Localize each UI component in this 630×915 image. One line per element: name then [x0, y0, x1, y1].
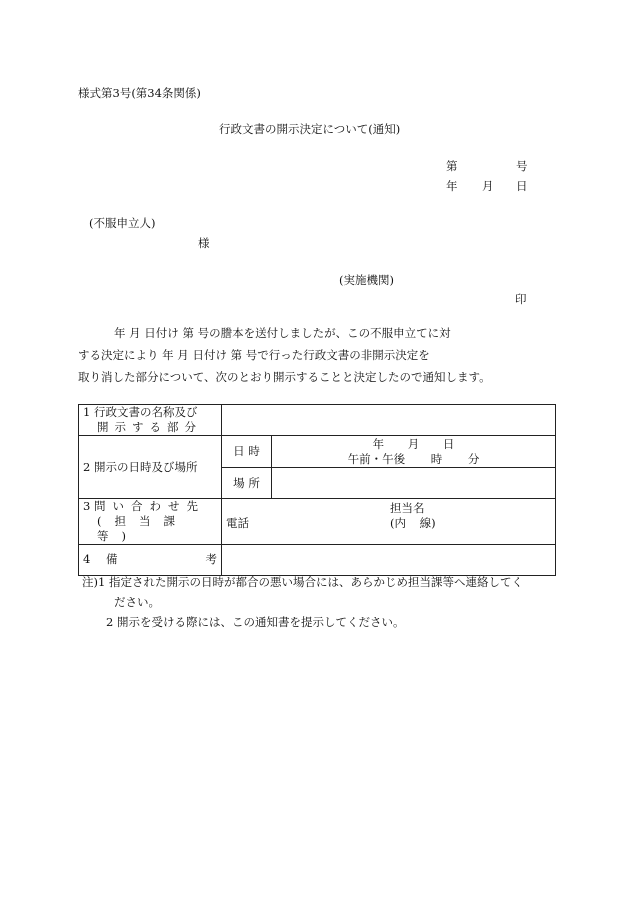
- recipient-honorific: 様: [198, 236, 210, 250]
- recipient-label: (不服申立人): [89, 216, 156, 230]
- body-paragraph: [78, 322, 556, 388]
- contact-person: 担当名: [390, 501, 425, 515]
- place-label: 場 所: [222, 468, 272, 499]
- table-row: [79, 436, 556, 468]
- row1-label-line-b: 開示する部分: [97, 420, 202, 434]
- row4-label-cell: [79, 544, 305, 575]
- remarks-label: 備考: [106, 552, 305, 567]
- row4-label: 4 備考: [83, 552, 305, 567]
- row1-value-cell[interactable]: [222, 405, 556, 436]
- contact-extension: (内 線): [390, 516, 436, 530]
- datetime-value-cell[interactable]: [272, 436, 556, 468]
- note-1-line-a: 注)1 指定された開示の日時が都合の悪い場合には、あらかじめ担当課等へ連絡してく: [82, 575, 523, 589]
- date-day: 日: [516, 179, 528, 193]
- disclosure-table: [78, 404, 556, 576]
- doc-number-go: 号: [516, 159, 528, 173]
- date-line: 年 月 日: [372, 436, 455, 451]
- date-year: 年: [446, 179, 458, 193]
- row1-label-line-a: 1 行政文書の名称及び: [83, 405, 198, 420]
- body-line-2: する決定により 年 月 日付け 第 号で行った行政文書の非開示決定を: [78, 348, 430, 362]
- contact-phone: 電話: [226, 516, 249, 530]
- place-value-cell[interactable]: [272, 468, 556, 499]
- date-month: 月: [482, 179, 494, 193]
- table-row: [79, 499, 556, 545]
- document-title: 行政文書の開示決定について(通知): [219, 122, 401, 136]
- seal-mark: 印: [515, 292, 527, 306]
- table-row: [79, 544, 556, 575]
- note-1-line-b: ださい。: [114, 595, 160, 609]
- row3-label-cell: [79, 499, 222, 545]
- note-2: 2 開示を受ける際には、この通知書を提示してください。: [106, 615, 405, 629]
- body-line-3: 取り消した部分について、次のとおり開示することと決定したので通知します。: [78, 370, 491, 384]
- table-row: [79, 405, 556, 436]
- doc-number-dai: 第: [446, 159, 458, 173]
- contact-cell[interactable]: [222, 499, 556, 545]
- time-line: 午前・午後 時 分: [347, 451, 480, 466]
- row1-label-cell: [79, 405, 222, 436]
- issuer-label: (実施機関): [339, 273, 394, 287]
- notes: [82, 572, 523, 632]
- row2-label-cell: 2 開示の日時及び場所: [79, 436, 222, 499]
- row3-label-line-a: 3 問い合わせ先: [83, 499, 205, 513]
- row3-label-line-b: (担当課等): [97, 513, 188, 543]
- body-line-1: 年 月 日付け 第 号の謄本を送付しましたが、この不服申立てに対: [114, 326, 451, 340]
- form-number: 様式第3号(第34条関係): [78, 86, 201, 100]
- datetime-label: 日 時: [222, 436, 272, 468]
